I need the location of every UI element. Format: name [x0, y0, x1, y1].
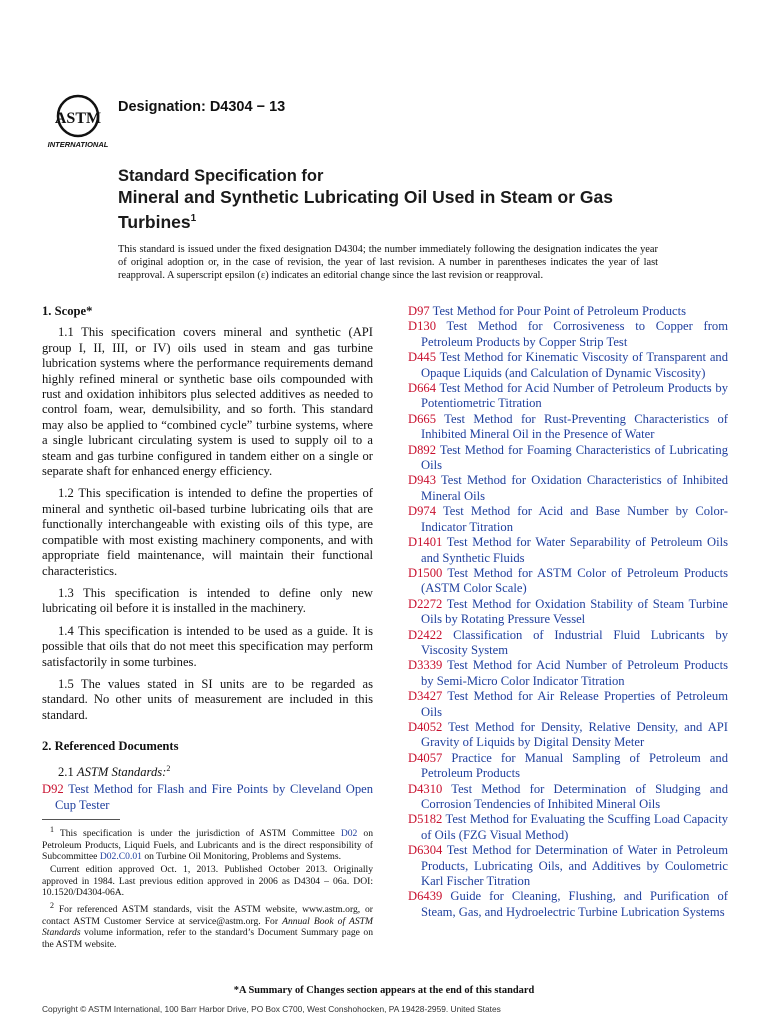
reference-item[interactable]	[408, 812, 728, 843]
reference-item[interactable]	[408, 304, 728, 319]
footnote-2: $^2$ For referenced ASTM standards, visit the ASTM website, www.astm.org, or contact ASTM Customer Service at service@astm.org. For Annual Book of ASTM Standards volume information, refer to the standard’s Document Summary page on the ASTM website.	[42, 900, 373, 950]
footnotes	[42, 824, 373, 951]
reference-item[interactable]	[42, 782, 373, 813]
reference-title[interactable]: Test Method for Water Separability of Petroleum Oils and Synthetic Fluids	[421, 535, 729, 565]
footnote-edition: Current edition approved Oct. 1, 2013. Published October 2013. Originally approved in 1984. Last previous edition approved in 2006 as D4304 – 06a. DOI: 10.1520/D4304-06A.	[42, 863, 373, 899]
astm-logo	[47, 92, 109, 150]
scope-paragraph: 1.1 This specification covers mineral and synthetic (API group I, II, III, or IV) oils used in steam and gas turbine lubrication systems where the performance requirements demand highly refined mineral or synthetic base oils compounded with rust and oxidation inhibitors plus selected additives as needed to control foam, wear, demulsibility, and so forth. This standard may also be applied to “combined cycle” turbine systems, where a single lubricant circulating system is used to supply oil to a steam and gas turbine configured in tandem either on a single or separate shaft for enhanced energy efficiency.	[42, 325, 373, 479]
scope-paragraph: 1.5 The values stated in SI units are to be regarded as standard. No other units of measurement are included in this standard.	[42, 676, 373, 722]
reference-title[interactable]: Test Method for Acid Number of Petroleum Products by Semi-Micro Color Indicator Titration	[421, 658, 729, 688]
title-line-3: Turbines$^1$	[118, 211, 197, 232]
reference-code[interactable]: D4310	[408, 781, 443, 796]
reference-title[interactable]: Practice for Manual Sampling of Petroleum and Petroleum Products	[421, 750, 728, 781]
title-footnote-mark: 1	[190, 213, 197, 224]
reference-code[interactable]: D6304	[408, 843, 443, 858]
reference-title[interactable]: Test Method for Oxidation Stability of Steam Turbine Oils by Rotating Pressure Vessel	[421, 596, 728, 627]
reference-item[interactable]	[408, 751, 728, 782]
reference-code[interactable]: D445	[408, 350, 436, 365]
reference-code[interactable]: D92	[42, 782, 64, 797]
committee-link[interactable]: D02	[340, 828, 358, 840]
reference-code[interactable]: D3339	[408, 658, 443, 673]
scope-heading: 1. Scope*	[42, 304, 93, 318]
copyright: Copyright © ASTM International, 100 Barr Harbor Drive, PO Box C700, West Conshohocken, PA 19428-2959. United States	[42, 1004, 501, 1014]
reference-title[interactable]: Test Method for Determination of Sludging and Corrosion Tendencies of Inhibited Mineral Oils	[421, 781, 728, 811]
title-line-2: Mineral and Synthetic Lubricating Oil Used in Steam or Gas	[118, 187, 613, 207]
scope-paragraph: 1.2 This specification is intended to define the properties of mineral and synthetic oil-based turbine lubricating oils that are functionally interchangeable with existing oils of this type, are compatible with most existing machinery components, and with appropriate field maintenance, will maintain their functional characteristics.	[42, 486, 373, 578]
reference-title[interactable]: Test Method for Kinematic Viscosity of Transparent and Opaque Liquids (and Calculation of Dynamic Viscosity)	[421, 350, 728, 380]
designation: Designation: D4304 − 13	[118, 99, 286, 115]
reference-item[interactable]	[408, 566, 728, 597]
reference-code[interactable]: D1500	[408, 565, 443, 580]
document-title	[118, 166, 678, 233]
reference-title[interactable]: Test Method for Flash and Fire Points by Cleveland Open Cup Tester	[55, 782, 374, 812]
reference-title[interactable]: Test Method for Air Release Properties of Petroleum Oils	[421, 689, 728, 719]
reference-code[interactable]: D1401	[408, 535, 443, 550]
reference-item[interactable]	[408, 381, 728, 412]
reference-code[interactable]: D4052	[408, 719, 443, 734]
scope-paragraph: 1.4 This specification is intended to be used as a guide. It is possible that oils that do not meet this specification may perform satisfactorily in some turbines.	[42, 623, 373, 669]
reference-code[interactable]: D6439	[408, 889, 443, 904]
reference-code[interactable]: D97	[408, 304, 430, 318]
reference-code[interactable]: D943	[408, 473, 436, 488]
reference-code[interactable]: D892	[408, 442, 436, 457]
reference-code[interactable]: D4057	[408, 750, 443, 765]
reference-item[interactable]	[408, 350, 728, 381]
reference-title[interactable]: Test Method for Determination of Water in Petroleum Products, Lubricating Oils, and Additives by Coulometric Karl Fischer Titration	[421, 843, 728, 889]
scope-paragraphs	[42, 325, 373, 723]
reference-title[interactable]: Guide for Cleaning, Flushing, and Purification of Steam, Gas, and Hydroelectric Turbine Lubrication Systems	[421, 889, 728, 919]
reference-code[interactable]: D665	[408, 411, 436, 426]
reference-item[interactable]	[408, 720, 728, 751]
reference-item[interactable]	[408, 628, 728, 659]
astm-standards-subheading: 2.1 ASTM Standards:$^2$	[58, 763, 171, 779]
reference-item[interactable]	[408, 504, 728, 535]
reference-item[interactable]	[408, 889, 728, 920]
reference-title[interactable]: Test Method for Rust-Preventing Characteristics of Inhibited Mineral Oil in the Presence of Water	[421, 411, 728, 442]
summary-note: *A Summary of Changes section appears at the end of this standard	[233, 985, 535, 996]
reference-title[interactable]: Test Method for Density, Relative Density, and API Gravity of Liquids by Digital Density Meter	[421, 719, 729, 750]
reference-title[interactable]: Test Method for Corrosiveness to Copper from Petroleum Products by Copper Strip Test	[421, 319, 728, 349]
left-column	[42, 304, 373, 813]
reference-code[interactable]: D2272	[408, 596, 443, 611]
reference-item[interactable]	[408, 782, 728, 813]
reference-item[interactable]	[408, 473, 728, 504]
reference-title[interactable]: Test Method for Evaluating the Scuffing Load Capacity of Oils (FZG Visual Method)	[421, 812, 728, 842]
reference-title[interactable]: Test Method for Pour Point of Petroleum Products	[432, 304, 687, 318]
reference-item[interactable]	[408, 689, 728, 720]
reference-title[interactable]: Test Method for Foaming Characteristics of Lubricating Oils	[421, 442, 728, 473]
reference-code[interactable]: D664	[408, 381, 436, 396]
footnote-rule	[42, 819, 120, 820]
reference-code[interactable]: D2422	[408, 627, 443, 642]
right-column	[408, 304, 728, 920]
reference-title[interactable]: Test Method for Acid Number of Petroleum Products by Potentiometric Titration	[421, 381, 729, 411]
footnote-1: $^1$ This specification is under the jurisdiction of ASTM Committee D02 on Petroleum Products, Liquid Fuels, and Lubricants and is the direct responsibility of Subcommittee D02.C0.01 on Turbine Oil Monitoring, Problems and Systems.	[42, 825, 374, 863]
scope-paragraph: 1.3 This specification is intended to define only new lubricating oil before it is installed in the machinery.	[42, 585, 373, 616]
reference-item[interactable]	[408, 443, 728, 474]
reference-item[interactable]	[408, 658, 728, 689]
reference-title[interactable]: Test Method for ASTM Color of Petroleum Products (ASTM Color Scale)	[421, 565, 728, 596]
reference-code[interactable]: D974	[408, 504, 436, 519]
reference-item[interactable]	[408, 319, 728, 350]
reference-code[interactable]: D3427	[408, 689, 443, 704]
reference-item[interactable]	[408, 412, 728, 443]
reference-title[interactable]: Test Method for Acid and Base Number by Color-Indicator Titration	[421, 504, 728, 534]
title-line-1: Standard Specification for	[118, 167, 324, 185]
reference-title[interactable]: Classification of Industrial Fluid Lubricants by Viscosity System	[421, 627, 728, 657]
right-reference-list	[408, 304, 728, 920]
reference-item[interactable]	[408, 535, 728, 566]
svg-text:ASTM: ASTM	[54, 110, 102, 127]
reference-item[interactable]	[408, 843, 728, 889]
subcommittee-link[interactable]: D02.C0.01	[99, 851, 142, 863]
reference-title[interactable]: Test Method for Oxidation Characteristics of Inhibited Mineral Oils	[421, 473, 729, 503]
referenced-documents-heading: 2. Referenced Documents	[42, 739, 179, 754]
issue-statement: This standard is issued under the fixed designation D4304; the number immediately following the designation indicates the year of original adoption or, in the case of revision, the year of last revision. A number in parentheses indicates the year of last reapproval. A superscript epsilon (ε) indicates an editorial change since the last revision or reapproval.	[118, 244, 658, 281]
reference-code[interactable]: D130	[408, 319, 436, 334]
svg-text:INTERNATIONAL: INTERNATIONAL	[47, 140, 109, 149]
left-reference-list	[42, 782, 373, 813]
reference-item[interactable]	[408, 597, 728, 628]
reference-code[interactable]: D5182	[408, 812, 443, 827]
